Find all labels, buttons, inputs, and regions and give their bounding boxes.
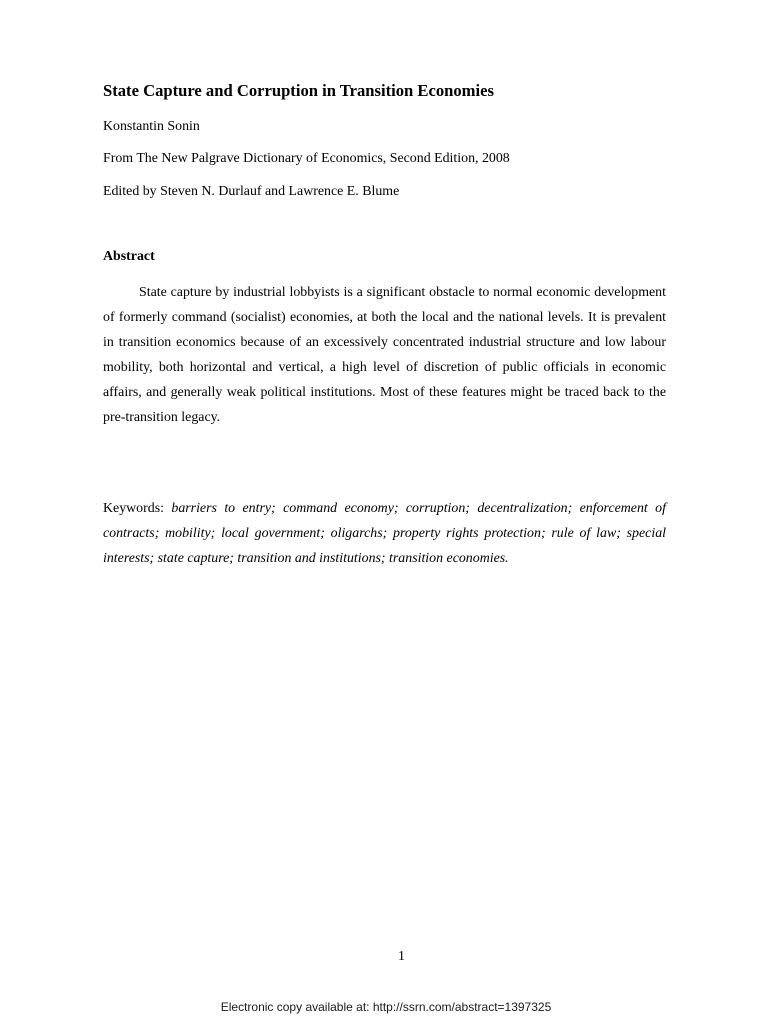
keywords-list: barriers to entry; command economy; corruption; decentralization; enforcement of contracts; mobility; local government; oligarchs; property rights protection; rule of law; special interests; state capture; transition and institutions; transition economies. (103, 501, 666, 567)
page-number: 1 (398, 949, 405, 964)
editors-line: Edited by Steven N. Durlauf and Lawrence E. Blume (103, 184, 400, 199)
keywords-paragraph (103, 496, 666, 571)
abstract-paragraph: State capture by industrial lobbyists is a significant obstacle to normal economic development of formerly command (socialist) economies, at both the local and the national levels. It is prevalent in transition economics because of an excessively concentrated industrial structure and low labour mobility, both horizontal and vertical, a high level of discretion of public officials in economic affairs, and generally weak political institutions. Most of these features might be traced back to the pre-transition legacy. (103, 285, 666, 426)
abstract-heading: Abstract (103, 249, 155, 264)
source-line: From The New Palgrave Dictionary of Economics, Second Edition, 2008 (103, 151, 510, 166)
author-name: Konstantin Sonin (103, 119, 200, 134)
ssrn-footer: Electronic copy available at: http://ssrn.com/abstract=1397325 (220, 1000, 552, 1014)
paper-title: State Capture and Corruption in Transition Economies (103, 81, 494, 100)
keywords-label: Keywords: (103, 501, 164, 516)
